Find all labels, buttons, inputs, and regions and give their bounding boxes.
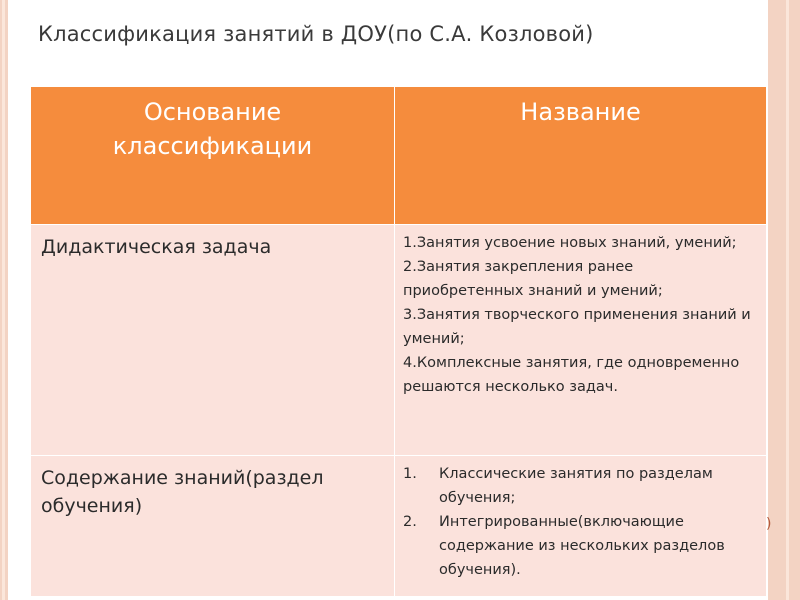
numbered-list: [403, 462, 758, 582]
slide-title: Классификация занятий в ДОУ(по С.А. Козловой): [38, 22, 594, 46]
list-number: 2.: [403, 514, 417, 530]
list-text: Интегрированные(включающие содержание из нескольких разделов обучения).: [439, 514, 725, 578]
right-edge-stripe: [786, 0, 789, 600]
header-name: [395, 87, 767, 225]
header-name-text: Название: [520, 98, 641, 126]
table-row: [31, 456, 767, 597]
list-text: Классические занятия по разделам обучения;: [439, 466, 713, 506]
row-names-content: [395, 456, 767, 597]
left-edge-stripe: [2, 0, 5, 600]
table-row: [31, 225, 767, 456]
list-number: 1.: [403, 466, 417, 482]
list-item: 1.Занятия усвоение новых знаний, умений;: [403, 235, 737, 251]
list-item: 3.Занятия творческого применения знаний и умений;: [403, 307, 751, 347]
table-header-row: [31, 87, 767, 225]
list-item: 2.Занятия закрепления ранее приобретенных знаний и умений;: [403, 259, 663, 299]
list-item: [403, 510, 758, 582]
row-basis-content: Содержание знаний(раздел обучения): [31, 456, 395, 597]
row-names-didactic: [395, 225, 767, 456]
row-basis-didactic: Дидактическая задача: [31, 225, 395, 456]
header-basis: [31, 87, 395, 225]
header-basis-text: Основание классификации: [112, 98, 313, 160]
stray-parenthesis: ): [766, 516, 772, 532]
list-item: [403, 462, 758, 510]
slide: [8, 0, 772, 600]
list-item: 4.Комплексные занятия, где одновременно решаются несколько задач.: [403, 355, 740, 395]
classification-table: [30, 86, 767, 597]
